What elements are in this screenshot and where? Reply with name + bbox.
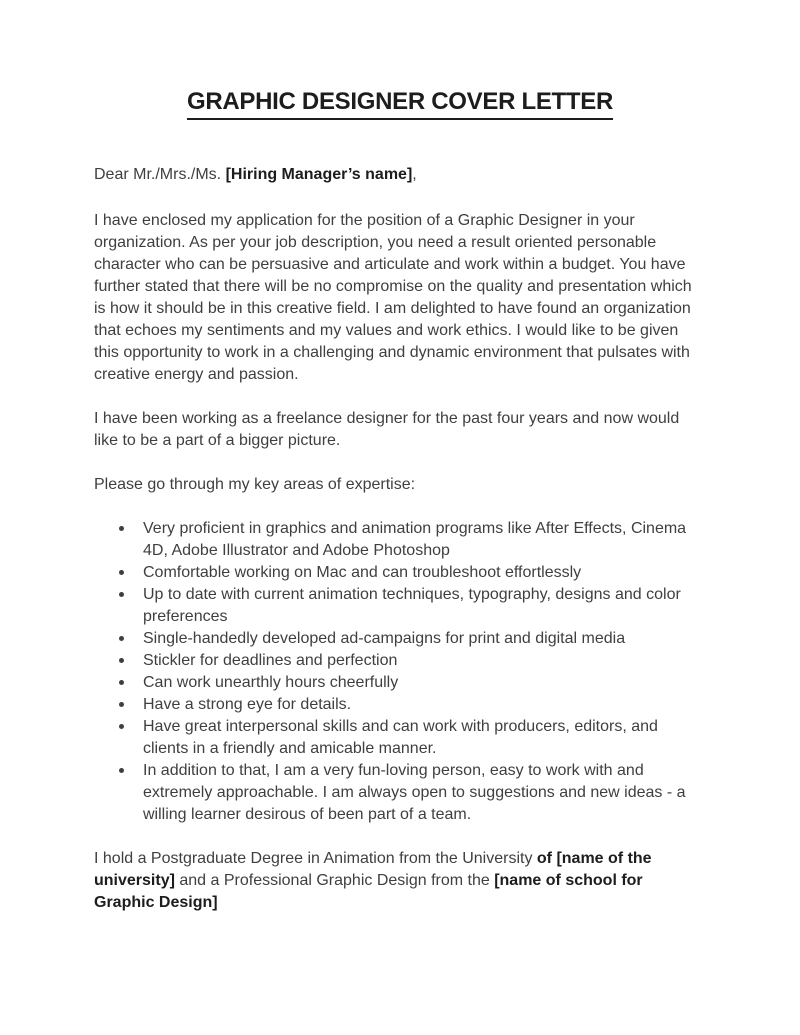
expertise-list	[94, 518, 706, 826]
salutation-suffix: ,	[412, 166, 417, 183]
list-item-text: Can work unearthly hours cheerfully	[143, 674, 399, 691]
list-item	[143, 672, 706, 694]
paragraph-intro: I have enclosed my application for the position of a Graphic Designer in your organization. As per your job description, you need a result oriented personable character who can be persuasive and articulate and work within a budget. You have further stated that there will be no compromise on the quality and presentation which is how it should be in this creative field. I am delighted to have found an organization that echoes my sentiments and my values and work ethics. I would like to be given this opportunity to work in a challenging and dynamic environment that pulsates with creative energy and passion.	[94, 212, 692, 383]
bullet-icon	[119, 680, 124, 685]
list-item	[143, 760, 706, 826]
list-item-text: Have great interpersonal skills and can work with producers, editors, and clients in a friendly and amicable manner.	[143, 718, 658, 757]
university-name-placeholder: of [name of the university]	[94, 850, 652, 889]
list-item-text: Have a strong eye for details.	[143, 696, 352, 713]
bullet-icon	[119, 526, 124, 531]
page-title: GRAPHIC DESIGNER COVER LETTER	[187, 88, 613, 120]
list-item-text: Comfortable working on Mac and can troubleshoot effortlessly	[143, 564, 582, 581]
paragraph-expertise-intro: Please go through my key areas of expertise:	[94, 476, 416, 493]
bullet-icon	[119, 636, 124, 641]
list-item-text: Very proficient in graphics and animation programs like After Effects, Cinema 4D, Adobe Illustrator and Adobe Photoshop	[143, 520, 687, 559]
list-item	[143, 584, 706, 628]
closing-text-2: and a Professional Graphic Design from the	[174, 872, 495, 889]
salutation	[94, 164, 706, 186]
paragraph-closing	[94, 848, 706, 914]
title-container	[94, 88, 706, 120]
list-item	[143, 562, 706, 584]
bullet-icon	[119, 768, 124, 773]
list-item	[143, 518, 706, 562]
list-item	[143, 694, 706, 716]
list-item	[143, 650, 706, 672]
list-item-text: In addition to that, I am a very fun-loving person, easy to work with and extremely approachable. I am always open to suggestions and new ideas - a willing learner desirous of been part of a team.	[143, 762, 686, 823]
closing-text-1: I hold a Postgraduate Degree in Animation from the University	[94, 850, 537, 867]
list-item-text: Stickler for deadlines and perfection	[143, 652, 398, 669]
list-item-text: Single-handedly developed ad-campaigns for print and digital media	[143, 630, 626, 647]
bullet-icon	[119, 570, 124, 575]
bullet-icon	[119, 658, 124, 663]
bullet-icon	[119, 702, 124, 707]
bullet-icon	[119, 592, 124, 597]
salutation-prefix: Dear Mr./Mrs./Ms.	[94, 166, 226, 183]
list-item-text: Up to date with current animation techniques, typography, designs and color preferences	[143, 586, 681, 625]
hiring-manager-placeholder: [Hiring Manager’s name]	[225, 166, 413, 183]
bullet-icon	[119, 724, 124, 729]
school-name-placeholder: [name of school for Graphic Design]	[94, 872, 643, 911]
list-item	[143, 628, 706, 650]
list-item	[143, 716, 706, 760]
paragraph-freelance: I have been working as a freelance designer for the past four years and now would like to be a part of a bigger picture.	[94, 410, 680, 449]
